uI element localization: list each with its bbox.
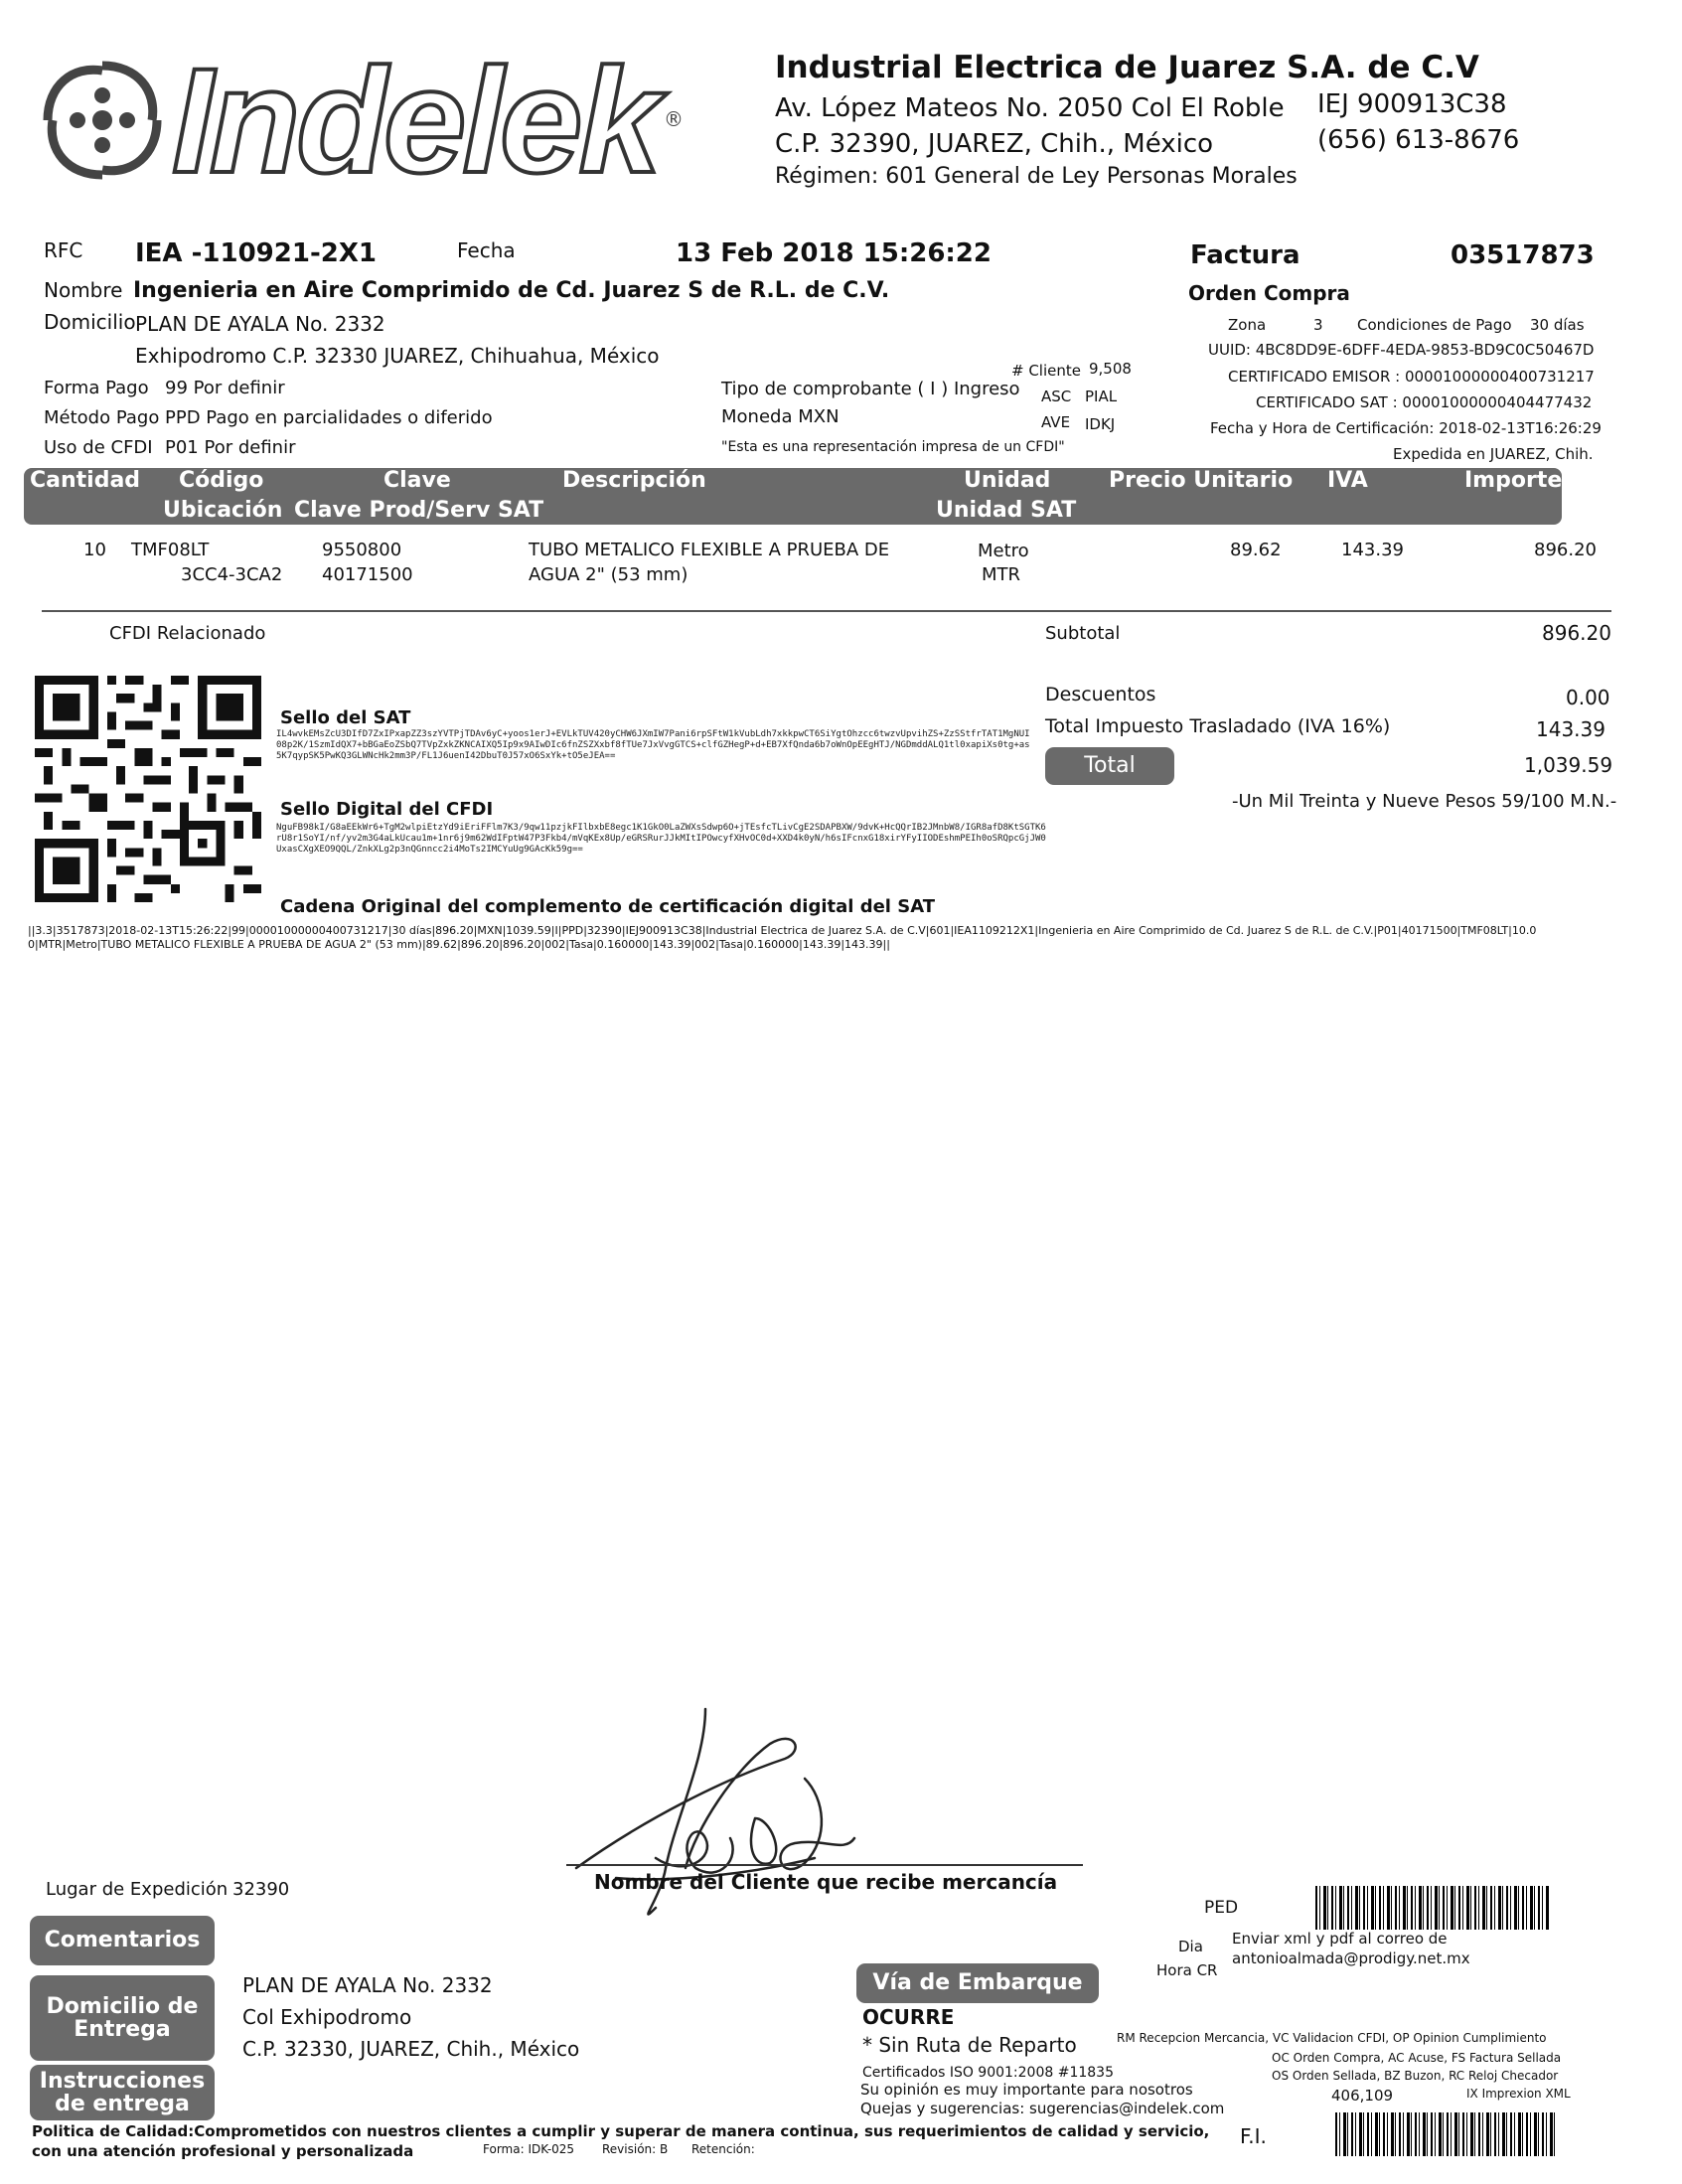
logo-wordmark: Indelek: [172, 37, 658, 204]
client-address1: PLAN DE AYALA No. 2332: [135, 312, 385, 336]
condiciones-value: 30 días: [1530, 316, 1585, 334]
factura-number: 03517873: [1451, 240, 1595, 270]
condiciones-label: Condiciones de Pago: [1357, 316, 1512, 334]
forma-code: Forma: IDK-025: [483, 2142, 575, 2156]
company-logo: [28, 36, 693, 205]
company-regimen: Régimen: 601 General de Ley Personas Morales: [775, 164, 1298, 189]
sello-sat-label: Sello del SAT: [280, 707, 411, 728]
row-descripcion-1: TUBO METALICO FLEXIBLE A PRUEBA DE: [529, 540, 890, 560]
enviar-line1: Enviar xml y pdf al correo de: [1232, 1930, 1448, 1948]
company-phone: (656) 613-8676: [1317, 125, 1520, 155]
col-iva: IVA: [1327, 468, 1368, 493]
zona-value: 3: [1313, 316, 1323, 334]
col-unidad: Unidad: [964, 468, 1051, 493]
leyenda-line3: OS Orden Sellada, BZ Buzon, RC Reloj Checador: [1272, 2069, 1559, 2083]
cadena-original: ||3.3|3517873|2018-02-13T15:26:22|99|00001000000400731217|30 días|896.20|MXN|1039.59|I|PPD|32390|IEJ900913C38|Industrial Electrica de Juarez S.A. de C.V|601|IEA1109212X1|Ingenieria en Aire Comprimido de Cd. Juarez S de R.L. de C.V.|P01|40171500|TMF08LT|10.00|MTR|Metro|TUBO METALICO FLEXIBLE A PRUEBA DE AGUA 2" (53 mm)|89.62|896.20|896.20|002|Tasa|0.160000|143.39|002|Tasa|0.160000|143.39|143.39||: [28, 924, 1537, 951]
registered-mark-icon: ®: [664, 107, 684, 131]
col-clave: Clave: [383, 468, 451, 493]
via-embarque-label: Vía de Embarque: [856, 1963, 1099, 2003]
company-name: Industrial Electrica de Juarez S.A. de C.V: [775, 50, 1479, 85]
politica-line2: con una atención profesional y personalizada: [32, 2142, 414, 2160]
company-address1: Av. López Mateos No. 2050 Col El Roble: [775, 93, 1285, 123]
retencion-label: Retención:: [691, 2142, 755, 2156]
total-en-letra: -Un Mil Treinta y Nueve Pesos 59/100 M.N.-: [1232, 791, 1617, 812]
sello-cfdi-label: Sello Digital del CFDI: [280, 799, 494, 820]
revision-code: Revisión: B: [602, 2142, 669, 2156]
col-cantidad: Cantidad: [30, 468, 141, 493]
row-clave: 9550800: [322, 540, 402, 560]
company-address2: C.P. 32390, JUAREZ, Chih., México: [775, 129, 1214, 159]
fecha-certificacion: Fecha y Hora de Certificación: 2018-02-13T16:26:29: [1210, 419, 1602, 437]
client-rfc: IEA -110921-2X1: [135, 238, 377, 268]
entrega-line1: PLAN DE AYALA No. 2332: [242, 1973, 493, 1997]
impuesto-value: 143.39: [1536, 717, 1606, 741]
metodo-pago-label: Método Pago: [44, 407, 160, 428]
qr-code-icon: [24, 676, 272, 902]
sello-sat-value: IL4wvkEMsZcU3DIfD7ZxIPxapZZ3szYVTPjTDAv6yC+yoos1erJ+EVLkTUV420yCHW6JXmIW7Pani6rpSFtW1kVubLdh7xkkpwCT6SiYgtOhzcc6twzvUpvihZS+ZzSStfrTAT1MgNUI08p2K/1SzmIdQX7+bBGaEoZSbQ7TVpZxkZKNCAIXQ5Ip9x9AIwDIc6fnZSZXxbf8fTUe7JxVvgGTCS+clfGZHegP+d+EB7XfQnda6b7oWnOpEEgHTJ/NGDmddALQ1tl0xapiXs0tg+as5K7qypSK5PwKQ3GLWNcHk2mm3P/FL1J6uenI42DbuT0J57xO6SxYk+tO5eJEA==: [276, 729, 1030, 761]
lugar-expedicion: 32390: [232, 1879, 290, 1900]
descuentos-label: Descuentos: [1045, 684, 1156, 705]
sello-cfdi-value: NguFB98kI/G8aEEkWr6+TgM2wlpiEtzYd9iEriFFlm7K3/9qw11pzjkFIlbxbE8egc1K1GkO0LaZWXsSdwp6O+jTEsfcTLivCgE2SDAPBXW/9dvK+HcQQrIB2JMnbW8/IGR8afD8KtSGTK6rU8r1SoYI/nf/yv2m3G4aLkUcau1m+1nr6j9m62WdIFptW47P3Fkb4/mVqKEx8Up/eGRSRurJJkMItIPOwcyfXHvOC0d+XXD4k0yN/h6sIFcnxG18xirYFyIIODEshmPEIh0oSRQpcGjJW0UxasCXgXEO9QQL/ZnkXLg2p3nQGnncc2i4MoTs2IMCYuUg9GAcKk59g==: [276, 823, 1046, 855]
politica-line1: Politica de Calidad:Comprometidos con nuestros clientes a cumplir y superar de manera continua, sus requerimientos de calidad y servicio,: [32, 2122, 1210, 2140]
uuid: UUID: 4BC8DD9E-6DFF-4EDA-9853-BD9C0C50467D: [1208, 341, 1595, 359]
cert-emisor: CERTIFICADO EMISOR : 00001000000400731217: [1228, 368, 1595, 386]
col-codigo: Código: [179, 468, 264, 493]
ix-label: IX Imprexion XML: [1466, 2087, 1571, 2101]
col-importe: Importe: [1464, 468, 1563, 493]
cadena-label: Cadena Original del complemento de certificación digital del SAT: [280, 896, 936, 917]
cfdi-relacionado: CFDI Relacionado: [109, 623, 266, 644]
firma-label: Nombre del Cliente que recibe mercancía: [594, 1870, 1058, 1894]
ped-label: PED: [1204, 1898, 1239, 1918]
leyenda-line2: OC Orden Compra, AC Acuse, FS Factura Sellada: [1272, 2051, 1562, 2065]
signature-line: [566, 1864, 1083, 1866]
subtotal-value: 896.20: [1542, 621, 1611, 645]
table-header: [24, 468, 1562, 525]
descuentos-value: 0.00: [1566, 686, 1610, 709]
cliente-no-label: # Cliente: [1011, 362, 1081, 380]
impuesto-label: Total Impuesto Trasladado (IVA 16%): [1045, 715, 1391, 737]
total-badge: Total: [1045, 747, 1174, 785]
nombre-label: Nombre: [44, 278, 123, 302]
iso-cert: Certificados ISO 9001:2008 #11835: [862, 2065, 1114, 2081]
logo-swirl-icon: [28, 46, 177, 195]
lugar-expedicion-label: Lugar de Expedición: [46, 1879, 229, 1900]
ave-value: IDKJ: [1085, 415, 1116, 433]
row-descripcion-2: AGUA 2" (53 mm): [529, 564, 688, 585]
instrucciones-label: Instrucciones de entrega: [30, 2065, 215, 2120]
col-precio: Precio Unitario: [1109, 468, 1294, 493]
uso-cfdi: P01 Por definir: [165, 437, 296, 458]
uso-cfdi-label: Uso de CFDI: [44, 437, 153, 458]
cert-sat: CERTIFICADO SAT : 00001000000404477432: [1256, 393, 1593, 411]
row-unidad-sat: MTR: [982, 564, 1021, 585]
expedida-en: Expedida en JUAREZ, Chih.: [1393, 445, 1594, 463]
row-precio: 89.62: [1230, 540, 1282, 560]
col-unidad-sat: Unidad SAT: [936, 498, 1077, 523]
row-iva: 143.39: [1341, 540, 1404, 560]
fi-barcode: [1335, 2112, 1556, 2156]
row-unidad: Metro: [978, 541, 1029, 561]
moneda: Moneda MXN: [721, 406, 840, 427]
forma-pago-label: Forma Pago: [44, 378, 149, 398]
entrega-line2: Col Exhipodromo: [242, 2005, 412, 2029]
tipo-comprobante: Tipo de comprobante ( I ) Ingreso: [721, 379, 1020, 399]
fi-label: F.I.: [1240, 2124, 1267, 2148]
customer-signature: [556, 1669, 874, 1948]
domicilio-label: Domicilio: [44, 310, 136, 334]
asc-value: PIAL: [1085, 388, 1118, 405]
row-importe: 896.20: [1534, 540, 1597, 560]
row-codigo: TMF08LT: [131, 540, 210, 560]
row-ubicacion: 3CC4-3CA2: [181, 564, 283, 585]
col-ubicacion: Ubicación: [163, 498, 283, 523]
enviar-line2: antonioalmada@prodigy.net.mx: [1232, 1950, 1470, 1967]
row-clave-prod: 40171500: [322, 564, 413, 585]
col-clave-prod: Clave Prod/Serv SAT: [294, 498, 544, 523]
representacion-cfdi: "Esta es una representación impresa de un CFDI": [721, 439, 1065, 455]
fecha-label: Fecha: [457, 238, 516, 262]
table-divider: [42, 610, 1611, 612]
forma-pago: 99 Por definir: [165, 378, 285, 398]
total-value: 1,039.59: [1524, 753, 1613, 777]
opinion-text: Su opinión es muy importante para nosotros: [860, 2081, 1193, 2099]
rfc-label: RFC: [44, 238, 83, 262]
via-embarque: OCURRE: [862, 2005, 955, 2029]
hora-label: Hora CR: [1156, 1961, 1218, 1979]
row-cantidad: 10: [83, 540, 106, 560]
ruta-reparto: * Sin Ruta de Reparto: [862, 2033, 1077, 2057]
asc-label: ASC: [1041, 388, 1072, 405]
orden-compra-label: Orden Compra: [1188, 281, 1350, 305]
dia-label: Dia: [1178, 1938, 1203, 1955]
subtotal-label: Subtotal: [1045, 623, 1121, 644]
invoice-date: 13 Feb 2018 15:26:22: [676, 238, 992, 268]
ped-barcode: [1315, 1886, 1550, 1930]
client-name: Ingenieria en Aire Comprimido de Cd. Juarez S de R.L. de C.V.: [133, 278, 890, 303]
domicilio-entrega-label: Domicilio de Entrega: [30, 1975, 215, 2061]
comentarios-label: Comentarios: [30, 1916, 215, 1965]
factura-label: Factura: [1190, 240, 1300, 270]
cliente-no: 9,508: [1089, 360, 1132, 378]
metodo-pago: PPD Pago en parcialidades o diferido: [165, 407, 493, 428]
leyenda-line1: RM Recepcion Mercancia, VC Validacion CFDI, OP Opinion Cumplimiento: [1117, 2031, 1547, 2045]
zona-label: Zona: [1228, 316, 1267, 334]
client-address2: Exhipodromo C.P. 32330 JUAREZ, Chihuahua, México: [135, 344, 660, 368]
col-descripcion: Descripción: [562, 468, 706, 493]
company-rfc: IEJ 900913C38: [1317, 89, 1507, 119]
entrega-line3: C.P. 32330, JUAREZ, Chih., México: [242, 2037, 580, 2061]
ave-label: AVE: [1041, 413, 1071, 431]
quejas-text: Quejas y sugerencias: sugerencias@indelek.com: [860, 2100, 1225, 2117]
folio: 406,109: [1331, 2087, 1394, 2105]
